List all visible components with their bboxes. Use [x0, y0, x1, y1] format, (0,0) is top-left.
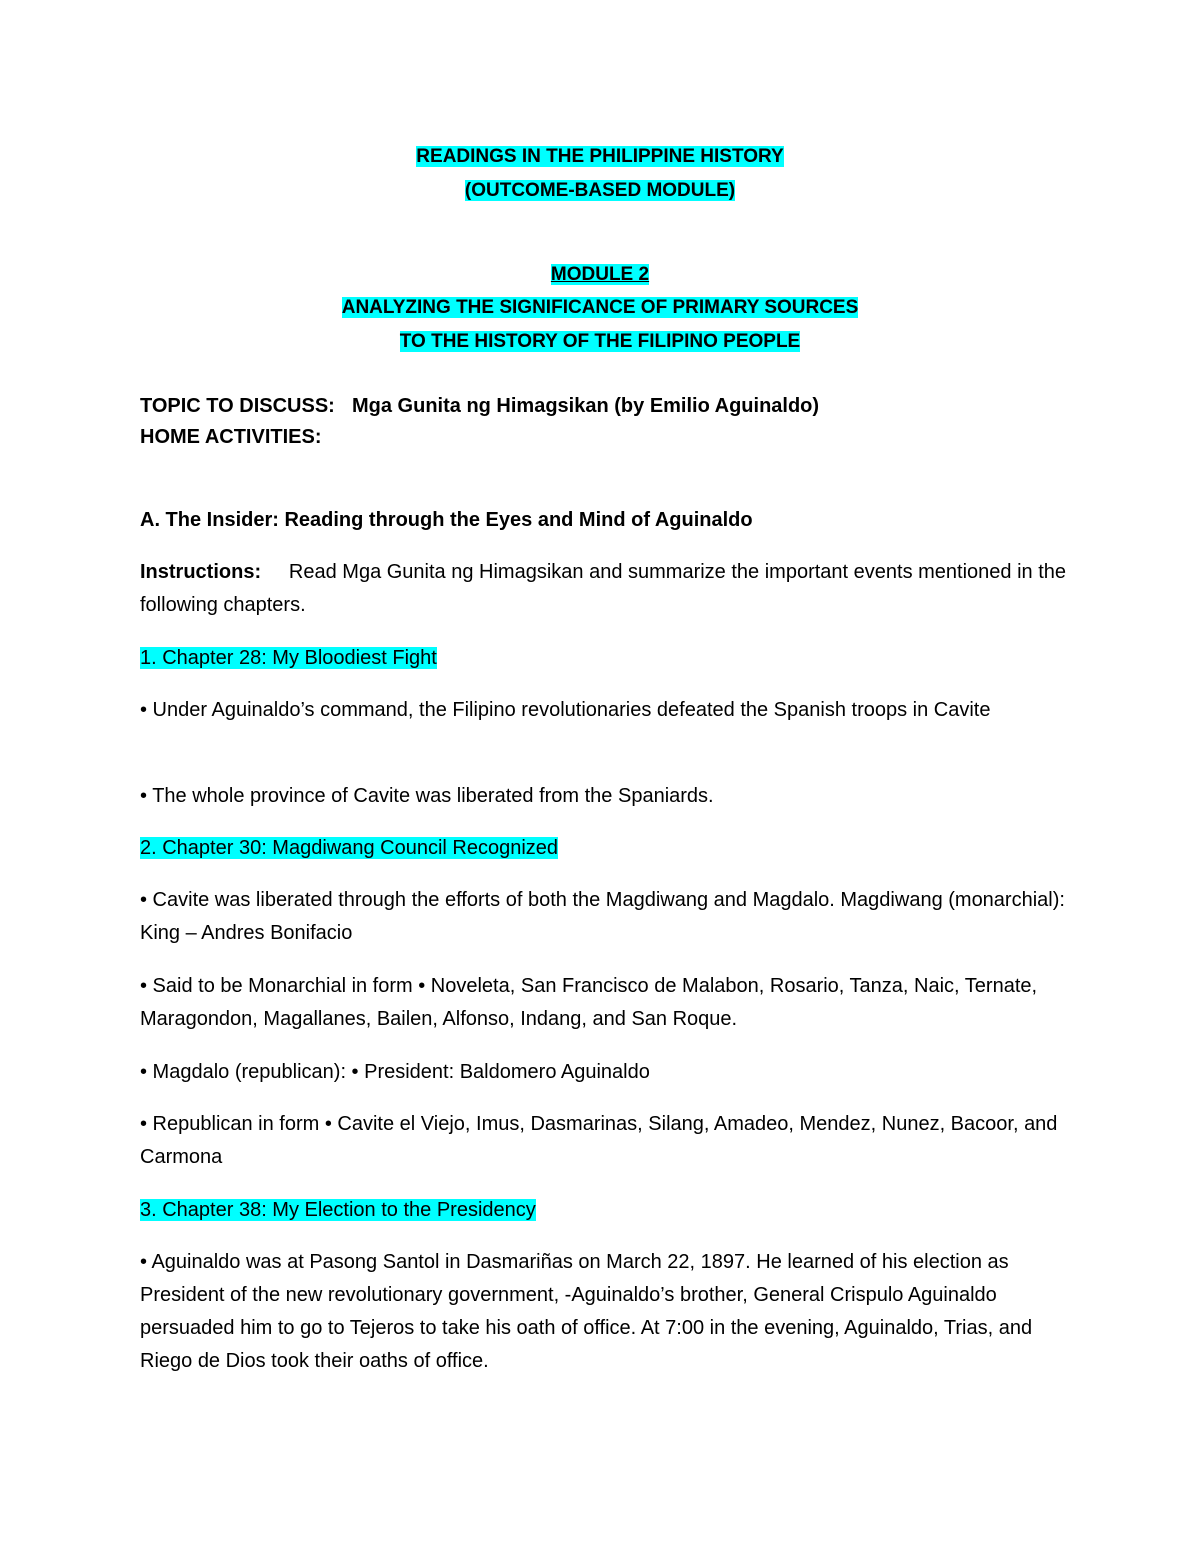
topic-value: Mga Gunita ng Himagsikan (by Emilio Aguinaldo): [352, 395, 820, 417]
instructions-paragraph: [140, 556, 1070, 622]
bullet-item: • Republican in form • Cavite el Viejo, Imus, Dasmarinas, Silang, Amadeo, Mendez, Nunez, Bacoor, and Carmona: [140, 1113, 1058, 1168]
chapter-title: 3. Chapter 38: My Election to the Presidency: [140, 1199, 536, 1221]
bullet-item: • Said to be Monarchial in form • Noveleta, San Francisco de Malabon, Rosario, Tanza, Naic, Ternate, Maragondon, Magallanes, Bailen, Alfonso, Indang, and San Roque.: [140, 975, 1038, 1030]
section-a-heading: A. The Insider: Reading through the Eyes and Mind of Aguinaldo: [140, 509, 753, 531]
bullet-item: • Aguinaldo was at Pasong Santol in Dasmariñas on March 22, 1897. He learned of his election as President of the new revolutionary government, -Aguinaldo’s brother, General Crispulo Aguinaldo persuaded him to go to Tejeros to take his oath of office. At 7:00 in the evening, Aguinaldo, Trias, and Riego de Dios took their oaths of office.: [140, 1251, 1033, 1372]
module-title-line2: (OUTCOME-BASED MODULE): [464, 180, 736, 201]
topic-line: [140, 393, 819, 419]
module-number: MODULE 2: [550, 264, 650, 285]
chapter-title: 1. Chapter 28: My Bloodiest Fight: [140, 647, 437, 669]
topic-label: TOPIC TO DISCUSS:: [140, 395, 335, 417]
bullet-item: • Cavite was liberated through the efforts of both the Magdiwang and Magdalo. Magdiwang (monarchial): King – Andres Bonifacio: [140, 889, 1065, 944]
module-title-line1: READINGS IN THE PHILIPPINE HISTORY: [416, 146, 784, 167]
bullet-item: • Under Aguinaldo’s command, the Filipino revolutionaries defeated the Spanish troops in Cavite: [140, 699, 991, 721]
bullet-item: • The whole province of Cavite was liberated from the Spaniards.: [140, 785, 714, 807]
instructions-label: Instructions:: [140, 561, 262, 583]
home-activities-label: HOME ACTIVITIES:: [140, 426, 322, 448]
instructions-text: Read Mga Gunita ng Himagsikan and summarize the important events mentioned in the following chapters.: [140, 561, 1067, 616]
module-subtitle-line2: TO THE HISTORY OF THE FILIPINO PEOPLE: [399, 331, 801, 352]
module-subtitle-line1: ANALYZING THE SIGNIFICANCE OF PRIMARY SOURCES: [341, 297, 859, 318]
chapter-title: 2. Chapter 30: Magdiwang Council Recognized: [140, 837, 559, 859]
bullet-item: • Magdalo (republican): • President: Baldomero Aguinaldo: [140, 1061, 650, 1083]
